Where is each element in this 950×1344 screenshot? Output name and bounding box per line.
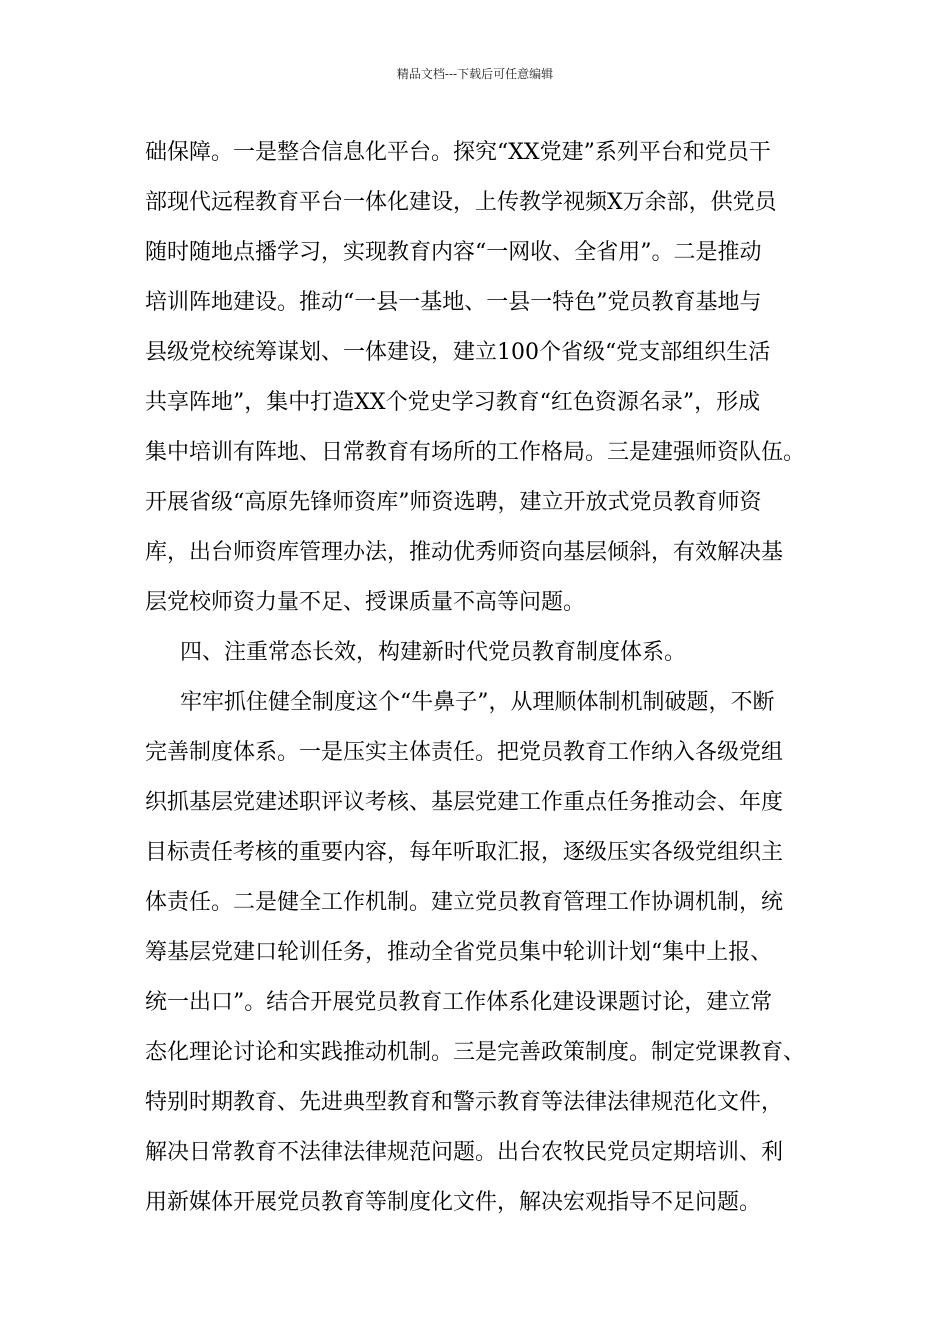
text-line: 共享阵地”，集中打造XX个党史学习教育“红色资源名录”，形成 [145, 390, 761, 415]
text-line: 解决日常教育不法律法律规范问题。出台农牧民党员定期培训、利 [145, 1140, 784, 1165]
document-body [145, 128, 835, 1228]
page-header: 精品文档---下载后可任意编辑 [396, 67, 554, 81]
text-line: 统一出口”。结合开展党员教育工作体系化建设课题讨论，建立常 [145, 990, 773, 1015]
text-line: 础保障。一是整合信息化平台。探究“XX党建”系列平台和党员干 [145, 140, 771, 165]
text-line: 体责任。二是健全工作机制。建立党员教育管理工作协调机制，统 [145, 890, 784, 915]
section-heading: 四、注重常态长效，构建新时代党员教育制度体系。 [180, 640, 687, 665]
paragraph-first-line: 牢牢抓住健全制度这个“牛鼻子”，从理顺体制机制破题，不断 [180, 690, 775, 715]
text-line: 库，出台师资库管理办法，推动优秀师资向基层倾斜，有效解决基 [145, 540, 784, 565]
text-line: 目标责任考核的重要内容，每年听取汇报，逐级压实各级党组织主 [145, 840, 784, 865]
text-line: 部现代远程教育平台一体化建设，上传教学视频X万余部，供党员 [145, 190, 777, 215]
text-line: 开展省级“高原先锋师资库”师资选聘，建立开放式党员教育师资 [145, 490, 762, 515]
text-line: 随时随地点播学习，实现教育内容“一网收、全省用”。二是推动 [145, 240, 762, 265]
text-line: 培训阵地建设。推动“一县一基地、一县一特色”党员教育基地与 [145, 290, 762, 315]
text-line: 完善制度体系。一是压实主体责任。把党员教育工作纳入各级党组 [145, 740, 784, 765]
text-line: 特别时期教育、先进典型教育和警示教育等法律法律规范化文件， [145, 1090, 784, 1115]
text-line: 县级党校统筹谋划、一体建设，建立100个省级“党支部组织生活 [145, 340, 771, 365]
text-line: 层党校师资力量不足、授课质量不高等问题。 [145, 590, 586, 615]
text-line: 集中培训有阵地、日常教育有场所的工作格局。三是建强师资队伍。 [145, 440, 806, 465]
text-line: 用新媒体开展党员教育等制度化文件，解决宏观指导不足问题。 [145, 1190, 762, 1215]
text-line: 态化理论讨论和实践推动机制。三是完善政策制度。制定党课教育、 [145, 1040, 806, 1065]
text-line: 筹基层党建口轮训任务，推动全省党员集中轮训计划“集中上报、 [145, 940, 773, 965]
text-line: 织抓基层党建述职评议考核、基层党建工作重点任务推动会、年度 [145, 790, 784, 815]
